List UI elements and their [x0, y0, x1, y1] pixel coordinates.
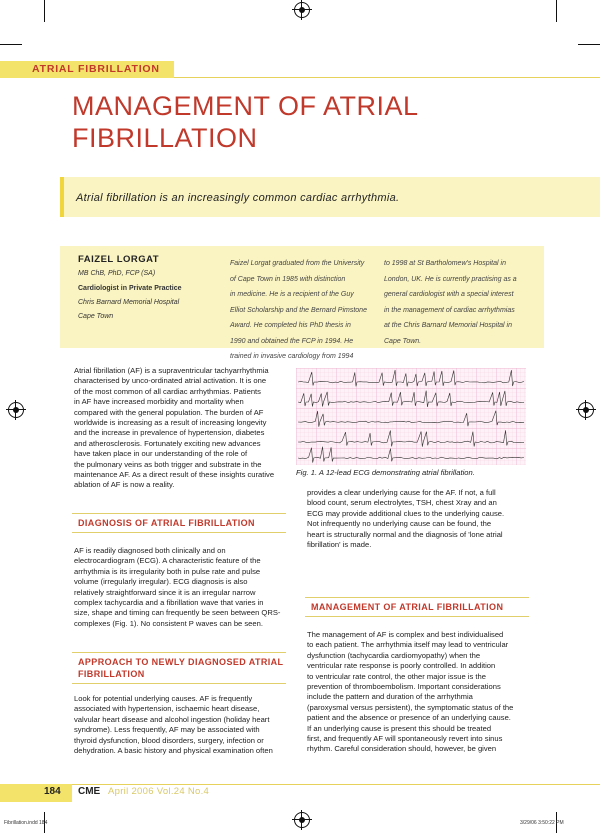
journal-name: CME [78, 786, 101, 797]
text-line: characterised by unco-ordinated atrial activation. It is one [74, 376, 267, 386]
bio-line: in the management of cardiac arrhythmias [384, 306, 515, 314]
bio-line: of Cape Town in 1985 with distinction [230, 275, 346, 283]
crop-mark [0, 44, 22, 45]
author-affiliation: Chris Barnard Memorial Hospital [78, 299, 180, 306]
text-line: complexes (Fig. 1). No consistent P waves can be seen. [74, 618, 263, 628]
heading-diagnosis: DIAGNOSIS OF ATRIAL FIBRILLATION [78, 518, 255, 528]
print-slug-date: 3/29/06 3:50:22 PM [520, 820, 564, 826]
text-line: If an underlying cause is present this should be treated [307, 723, 492, 733]
author-bio-col1 [230, 256, 382, 365]
crop-mark [556, 0, 557, 22]
top-rule [174, 77, 600, 78]
bio-line: in medicine. He is a recipient of the Guy [230, 291, 354, 298]
text-line: heart is structurally normal and the diagnosis of 'lone atrial [307, 529, 503, 539]
author-bio-col2 [384, 256, 536, 349]
text-line: relatively straightforward since it is an irregular narrow [74, 587, 256, 597]
crop-mark [578, 44, 600, 45]
text-line: arrhythmia is its irregularity both in pulse rate and pulse [74, 566, 261, 576]
text-line: dysfunction (tachycardia cardiomyopathy) when the [307, 650, 481, 660]
text-line: Not infrequently no underlying cause can be found, the [307, 519, 492, 529]
text-line: prevention of thromboembolism. Important considerations [307, 682, 501, 692]
text-line: AF is readily diagnosed both clinically and on [74, 546, 226, 555]
text-line: patient and the absence or presence of an underlying cause. [307, 713, 511, 723]
title-line: FIBRILLATION [72, 123, 258, 153]
text-line: electrocardiogram (ECG). A characteristic feature of the [74, 556, 261, 566]
text-line: blood count, serum electrolytes, TSH, chest Xray and an [307, 498, 497, 508]
title-line: MANAGEMENT OF ATRIAL [72, 91, 419, 121]
heading-line: FIBRILLATION [78, 669, 145, 679]
text-line: and atherosclerosis. Fortunately exciting new advances [74, 438, 261, 448]
text-line: syndrome). Less frequently, AF may be associated with [74, 725, 260, 735]
text-line: maintenance AF. As a direct result of these insights curative [74, 470, 275, 480]
text-line: The management of AF is complex and best individualised [307, 630, 504, 639]
approach-paragraph [74, 694, 296, 756]
registration-mark-top [294, 2, 310, 18]
text-line: volume (irregularly irregular). ECG diagnosis is also [74, 577, 248, 587]
bio-line: to 1998 at St Bartholomew's Hospital in [384, 260, 506, 267]
text-line: have taken place in our understanding of the role of [74, 449, 248, 459]
management-paragraph [307, 630, 539, 755]
bio-line: general cardiologist with a special interest [384, 291, 514, 298]
text-line: Atrial fibrillation (AF) is a supraventricular tachyarrhythmia [74, 366, 269, 375]
crop-mark [44, 0, 45, 22]
text-line: associated with hypertension, ischaemic heart disease, [74, 704, 260, 714]
heading-line: APPROACH TO NEWLY DIAGNOSED ATRIAL [78, 657, 284, 667]
text-line: ECG may provide additional clues to the underlying cause. [307, 508, 505, 518]
text-line: size, shape and timing can frequently be seen between QRS- [74, 608, 281, 618]
text-line: (paroxysmal versus persistent), the symptomatic status of the [307, 702, 514, 712]
author-city: Cape Town [78, 313, 114, 320]
text-line: ablation of AF is now a reality. [74, 480, 175, 490]
bio-line: Elliot Scholarship and the Bernard Pimstone [230, 306, 367, 314]
text-line: of the most common of all cardiac arrhythmias. Patients [74, 386, 261, 396]
intro-paragraph [74, 366, 296, 491]
text-line: to each patient. The arrhythmia itself may lead to ventricular [307, 640, 509, 650]
bio-line: trained in invasive cardiology from 1994 [230, 353, 354, 360]
section-label: ATRIAL FIBRILLATION [32, 63, 160, 75]
lead-text: Atrial fibrillation is an increasingly common cardiac arrhythmia. [76, 192, 400, 204]
figure-caption: Fig. 1. A 12-lead ECG demonstrating atrial fibrillation. [296, 468, 475, 477]
text-line: to ventricular rate control, the other major issue is the [307, 671, 486, 681]
text-line: worldwide is increasing as a result of increasing longevity [74, 418, 267, 428]
text-line: provides a clear underlying cause for the AF. If not, a full [307, 488, 496, 497]
text-line: first, and frequently AF will spontaneously revert into sinus [307, 734, 503, 744]
bio-line: at the Chris Barnard Memorial Hospital in [384, 322, 512, 329]
heading-management: MANAGEMENT OF ATRIAL FIBRILLATION [311, 602, 504, 612]
text-line: include the pattern and duration of the arrhythmia [307, 692, 473, 702]
text-line: rhythm. Careful consideration should, however, be given [307, 744, 497, 754]
author-name: FAIZEL LORGAT [78, 254, 160, 265]
author-degrees: MB ChB, PhD, FCP (SA) [78, 270, 156, 277]
issue-info: April 2006 Vol.24 No.4 [108, 786, 210, 797]
text-line: Look for potential underlying causes. AF is frequently [74, 694, 253, 703]
text-line: ventricular rate response is poorly controlled. In addition [307, 661, 496, 671]
page-title [72, 90, 542, 154]
text-line: valvular heart disease and alcohol ingestion (holiday heart [74, 714, 270, 724]
bio-line: Award. He completed his PhD thesis in [230, 322, 351, 329]
registration-mark-bottom [294, 812, 310, 828]
diagnosis-paragraph [74, 546, 296, 629]
text-line: and the increase in prevalence of hypertension, diabetes [74, 428, 265, 438]
author-role: Cardiologist in Private Practice [78, 285, 182, 292]
heading-approach [78, 656, 283, 680]
text-line: thyroid dysfunction, blood disorders, surgery, infection or [74, 735, 264, 745]
text-line: complex tachycardia and a fibrillation wave that varies in [74, 598, 264, 608]
bio-line: London, UK. He is currently practising as a [384, 275, 517, 283]
cause-paragraph [307, 488, 539, 550]
text-line: the pulmonary veins as both trigger and substrate in the [74, 459, 262, 469]
text-line: compared with the general population. The burden of AF [74, 407, 264, 417]
text-line: dehydration. A basic history and physical examination often [74, 746, 273, 756]
text-line: in AF have increased morbidity and mortality when [74, 397, 244, 407]
ecg-figure [296, 368, 526, 465]
text-line: fibrillation' is made. [307, 540, 372, 550]
page-number: 184 [44, 786, 61, 797]
bio-line: Faizel Lorgat graduated from the University [230, 260, 365, 267]
registration-mark-right [578, 402, 594, 418]
registration-mark-left [8, 402, 24, 418]
print-slug-file: Fibrillation.indd 184 [4, 820, 48, 826]
bio-line: 1990 and obtained the FCP in 1994. He [230, 337, 354, 345]
bio-line: Cape Town. [384, 337, 422, 345]
